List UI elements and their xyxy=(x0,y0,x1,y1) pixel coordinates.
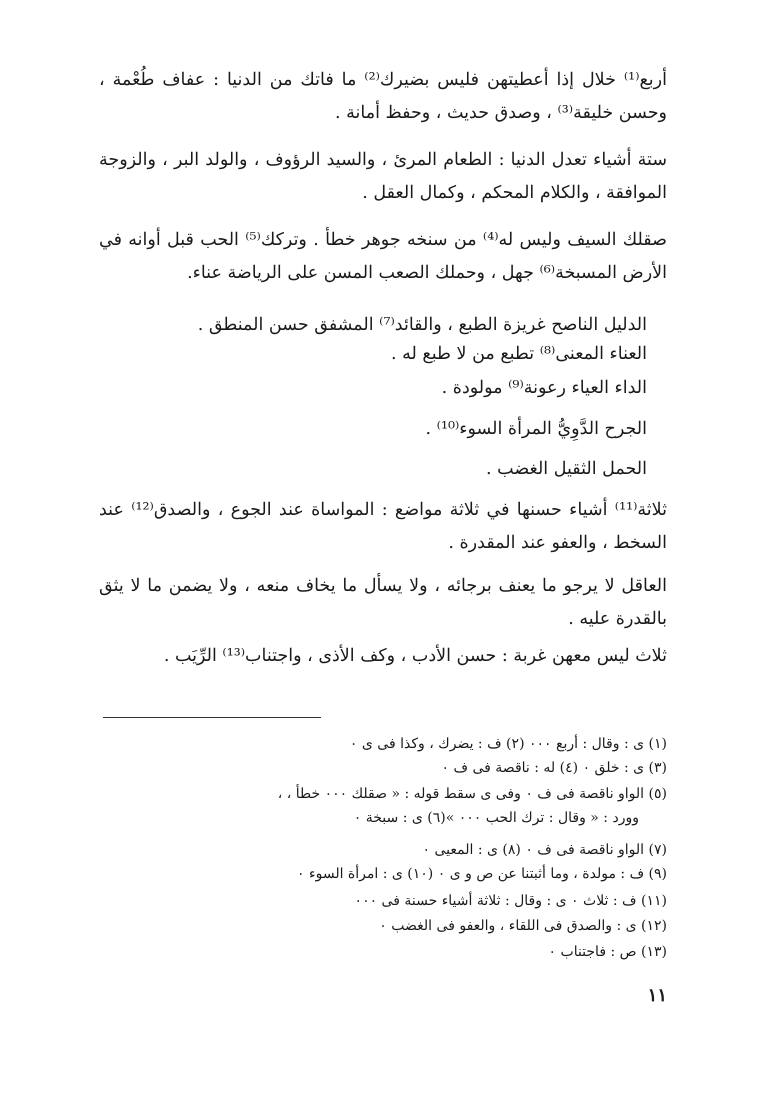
footnote-divider xyxy=(103,717,321,718)
footnote-line-4: وورد : « وقال : ترك الحب ٠٠٠ »(٦) ى : سبخة ٠ xyxy=(353,810,639,826)
footnote-line-5: (٧) الواو ناقصة فى ف ٠ (٨) ى : المعيى ٠ xyxy=(422,842,667,858)
page-number: ١١ xyxy=(647,985,667,1006)
paragraph-wise-man: العاقل لا يرجو ما يعنف برجائه ، ولا يسأل ما يخاف منعه ، ولا يضمن ما لا يثق بالقدرة عليه . xyxy=(99,576,667,629)
footnote-line-2: (٣) ى : خلق ٠ (٤) له : ناقصة فى ف ٠ xyxy=(441,760,667,776)
paragraph-three-things: ثلاثة⁽¹¹⁾ أشياء حسنها في ثلاثة مواضع : المواساة عند الجوع ، والصدق⁽¹²⁾ عند السخط ، والعفو عند المقدرة . xyxy=(99,500,667,553)
saying-burden: الحمل الثقيل الغضب . xyxy=(486,459,647,479)
footnote-line-1: (١) ى : وقال : أربع ٠٠٠ (٢) ف : يضرك ، وكذا فى ى ٠ xyxy=(349,736,667,752)
footnote-line-3: (٥) الواو ناقصة فى ف ٠ وفى ى سقط قوله : « صقلك ٠٠٠ خطأ ، ، xyxy=(277,786,667,802)
paragraph-polishing-sword: صقلك السيف وليس له⁽⁴⁾ من سنخه جوهر خطأ . وتركك⁽⁵⁾ الحب قبل أوانه في الأرض المسبخة⁽⁶⁾ جهل ، وحملك الصعب المسن على الرياضة عناء. xyxy=(99,230,667,283)
footnote-line-8: (١٢) ى : والصدق فى اللقاء ، والعفو فى الغضب ٠ xyxy=(379,918,667,934)
footnote-line-7: (١١) ف : ثلاث ٠ ى : وقال : ثلاثة أشياء حسنة فى ٠٠٠ xyxy=(354,893,667,909)
saying-wound: الجرح الدَّوِيُّ المرأة السوء⁽¹⁰⁾ . xyxy=(425,419,647,439)
saying-guide: الدليل الناصح غريزة الطبع ، والقائد⁽⁷⁾ المشفق حسن المنطق . xyxy=(197,315,647,335)
paragraph-no-strangeness: ثلاث ليس معهن غربة : حسن الأدب ، وكف الأذى ، واجتناب⁽¹³⁾ الرِّيَب . xyxy=(163,646,667,666)
footnote-line-9: (١٣) ص : فاجتناب ٠ xyxy=(548,944,667,960)
saying-toil: العناء المعنى⁽⁸⁾ تطبع من لا طبع له . xyxy=(391,344,647,364)
paragraph-six-things: ستة أشياء تعدل الدنيا : الطعام المرئ ، والسيد الرؤوف ، والولد البر ، والزوجة الموافقة ، والكلام المحكم ، وكمال العقل . xyxy=(99,150,667,203)
saying-disease: الداء العياء رعونة⁽⁹⁾ مولودة . xyxy=(441,378,647,398)
footnote-line-6: (٩) ف : مولدة ، وما أثبتنا عن ص و ى ٠ (١٠) ى : امرأة السوء ٠ xyxy=(297,866,667,882)
paragraph-four-traits: أربع⁽¹⁾ خلال إذا أعطيتهن فليس بضيرك⁽²⁾ ما فاتك من الدنيا : عفاف طُعْمة ، وحسن خليقة⁽³⁾ ، وصدق حديث ، وحفظ أمانة . xyxy=(99,70,667,123)
